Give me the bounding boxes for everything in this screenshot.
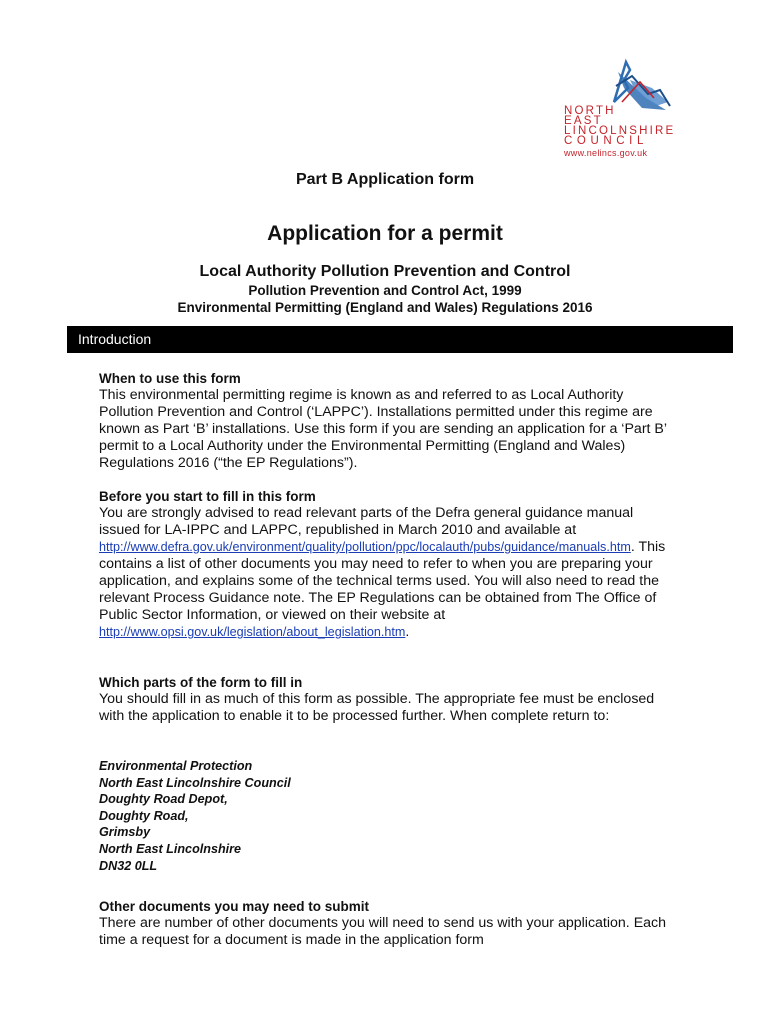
before-body-end: .	[405, 624, 410, 640]
return-address	[99, 758, 291, 874]
logo-line-north: NORTH	[564, 105, 616, 117]
address-line: Grimsby	[99, 825, 151, 840]
which-heading: Which parts of the form to fill in	[99, 675, 303, 690]
logo-line-lincolnshire: LINCOLNSHIRE	[564, 125, 676, 137]
logo-url: www.nelincs.gov.uk	[564, 148, 648, 158]
before-body-start: You are strongly advised to read relevant parts of the Defra general guidance manual issued for LA-IPPC and LAPPC, republished in March 2010 and available at	[99, 505, 634, 538]
other-docs-section	[99, 898, 674, 949]
address-line: North East Lincolnshire Council	[99, 775, 291, 790]
before-body-mid: . This contains a list of other documents you may need to refer to when you are preparing your application, and explains some of the technical terms used. You will also need to read the relevant Process Guidance note. The EP Regulations can be obtained from The Office of Public Sector Information, or viewed on their website at	[99, 539, 666, 623]
council-logo	[556, 58, 686, 163]
address-line: DN32 0LL	[99, 858, 158, 873]
act-reference: Pollution Prevention and Control Act, 1999	[248, 283, 522, 298]
defra-guidance-link[interactable]: http://www.defra.gov.uk/environment/quality/pollution/ppc/localauth/pubs/guidance/manuals.htm	[99, 540, 631, 554]
when-section	[99, 370, 674, 472]
form-type-heading: Part B Application form	[295, 171, 475, 188]
before-section	[99, 488, 674, 641]
page-title: Application for a permit	[267, 222, 503, 245]
before-body	[99, 505, 674, 641]
other-docs-heading: Other documents you may need to submit	[99, 899, 370, 914]
when-body: This environmental permitting regime is known as and referred to as Local Authority Pollution Prevention and Control (‘LAPPC’). Installations permitted under this regime are known as Part ‘B’ installations. Use this form if you are sending an application for a ‘Part B’ permit to a Local Authority under the Environmental Permitting (England and Wales) Regulations 2016 (“the EP Regulations”).	[99, 387, 667, 471]
address-line: Environmental Protection	[99, 759, 253, 773]
when-heading: When to use this form	[99, 371, 241, 386]
address-line: Doughty Road Depot,	[99, 792, 228, 807]
which-body: You should fill in as much of this form as possible. The appropriate fee must be enclosed with the application to enable it to be processed further. When complete return to:	[99, 691, 655, 724]
logo-line-east: EAST	[564, 115, 603, 127]
before-heading: Before you start to fill in this form	[99, 489, 316, 504]
which-section	[99, 674, 674, 725]
address-line: Doughty Road,	[99, 808, 189, 823]
opsi-legislation-link[interactable]: http://www.opsi.gov.uk/legislation/about_legislation.htm	[99, 625, 406, 639]
address-line: North East Lincolnshire	[99, 841, 242, 856]
logo-line-council: COUNCIL	[564, 135, 648, 147]
regulations-reference: Environmental Permitting (England and Wales) Regulations 2016	[177, 300, 593, 315]
introduction-section-bar: Introduction	[67, 326, 733, 353]
subtitle: Local Authority Pollution Prevention and Control	[199, 263, 571, 280]
other-docs-body: There are number of other documents you will need to send us with your application. Each time a request for a document is made in the application form	[99, 915, 667, 948]
